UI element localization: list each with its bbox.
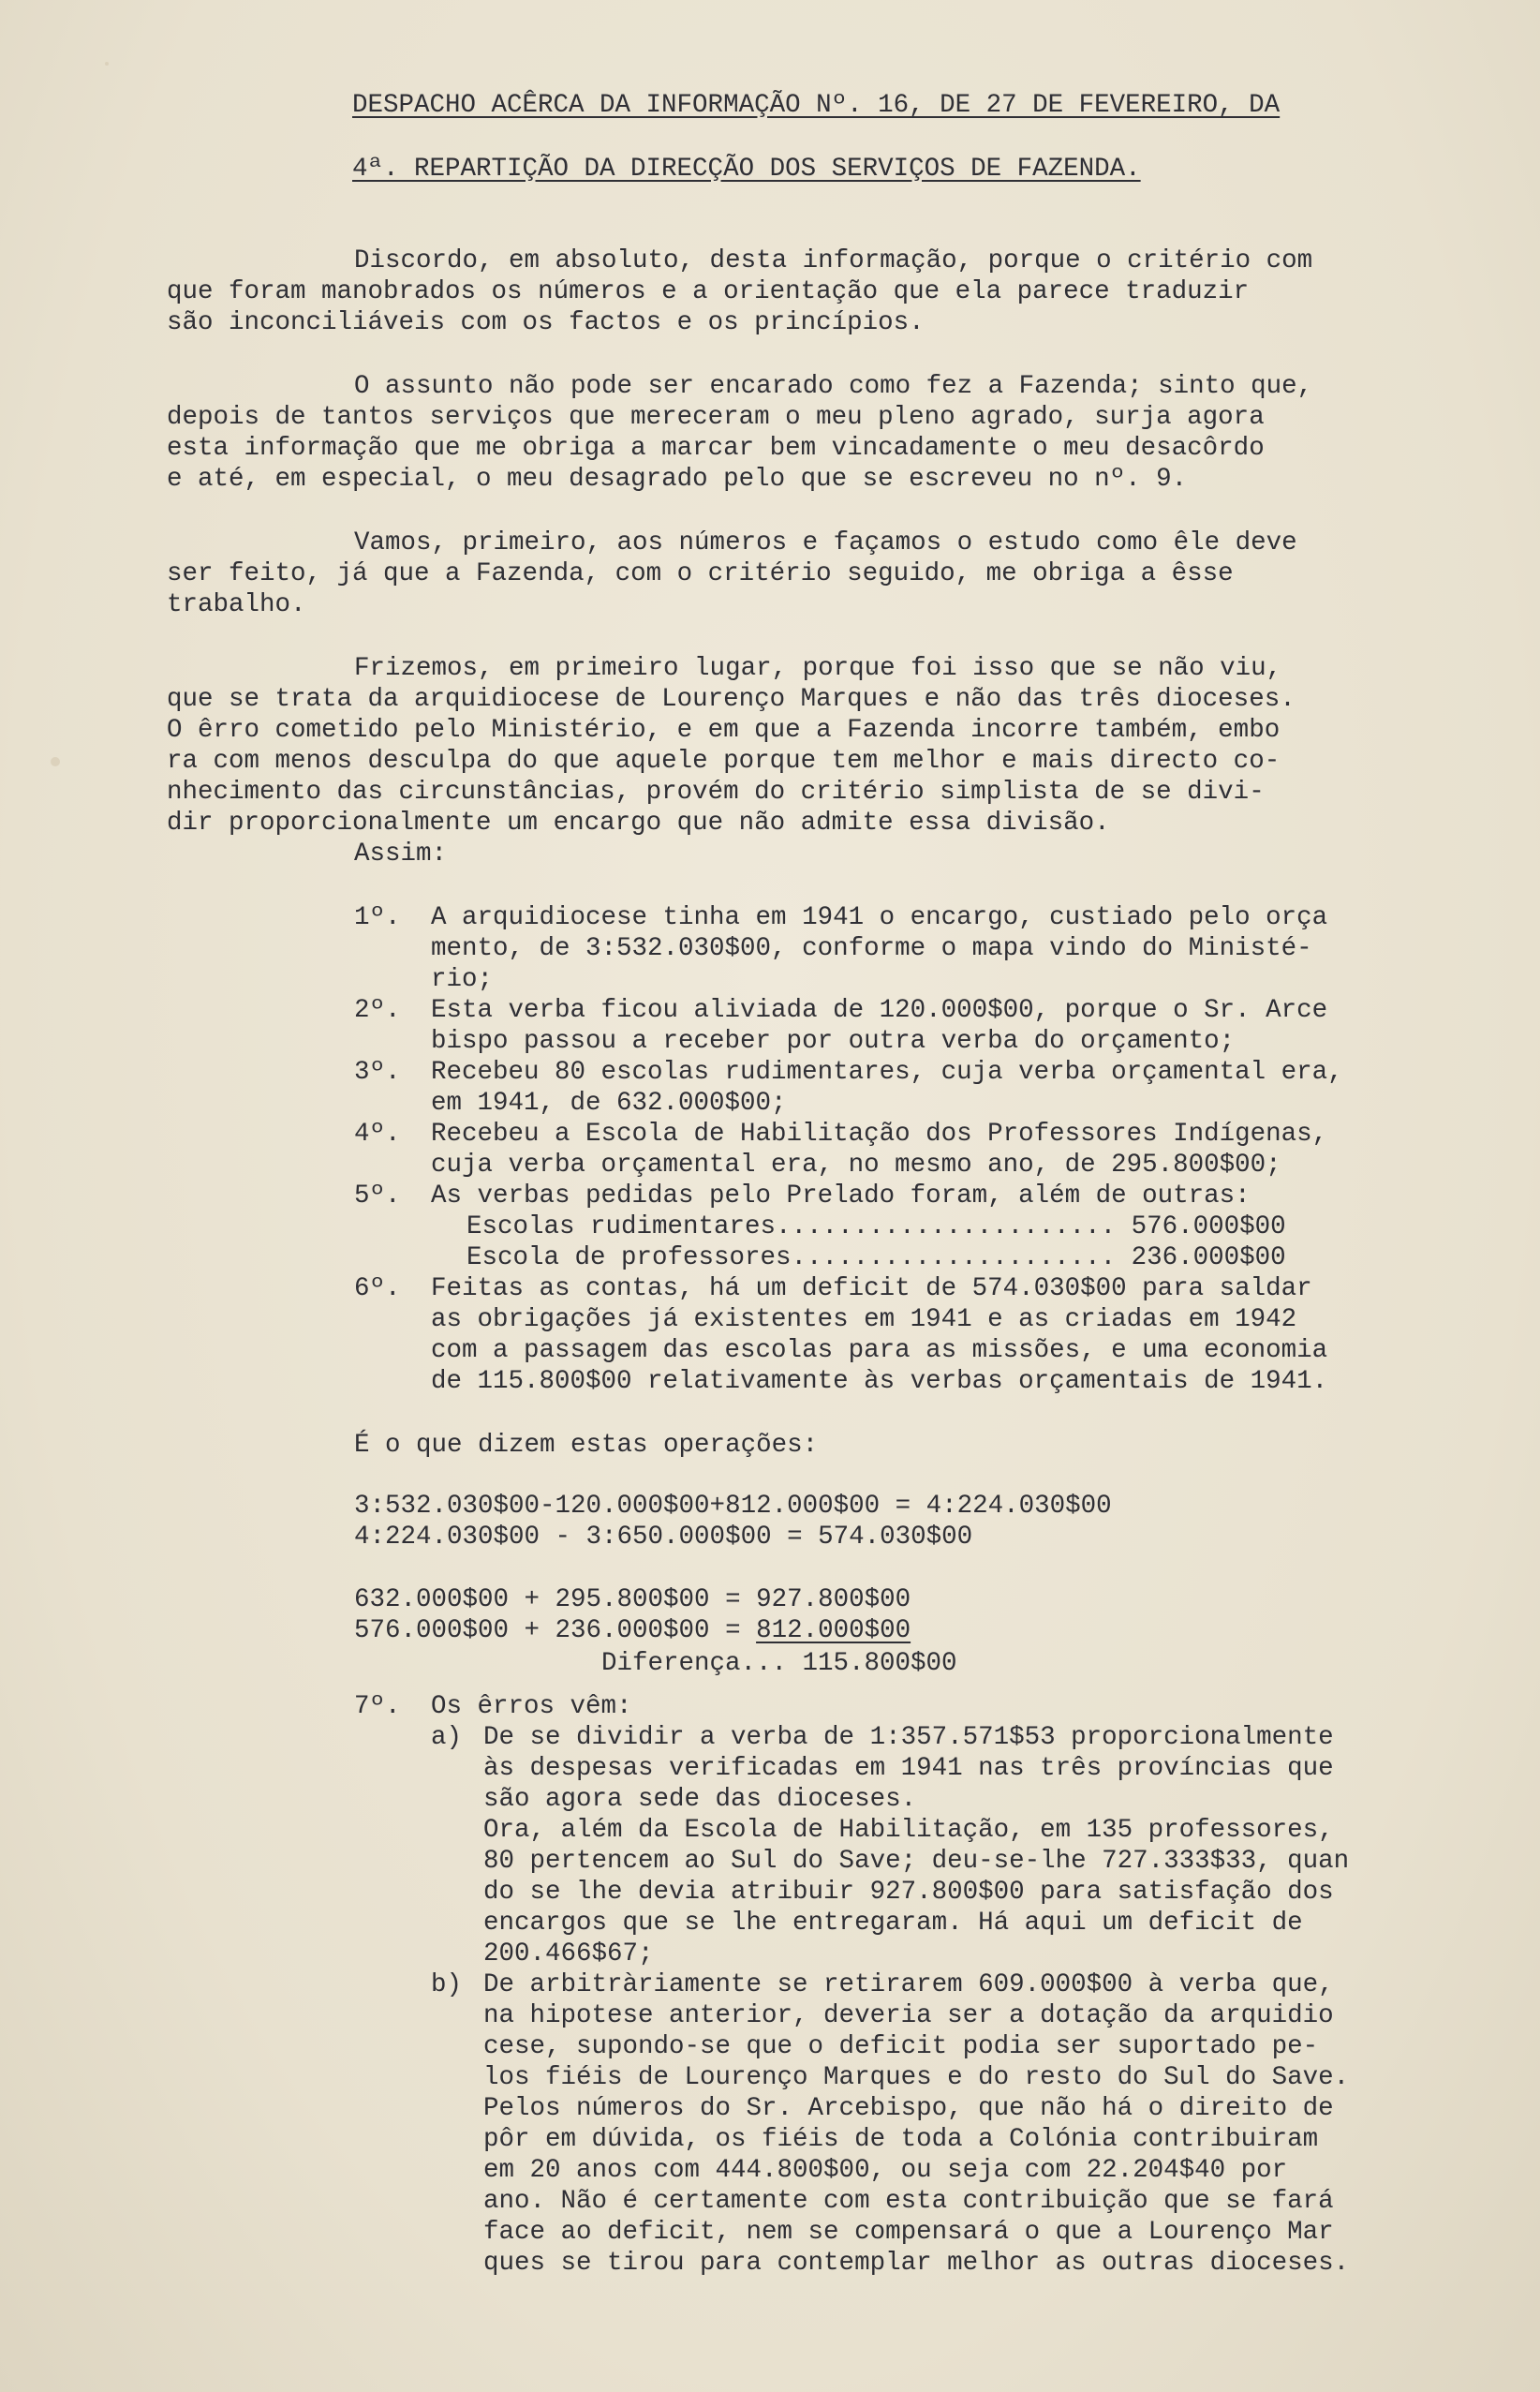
text-line: em 1941, de 632.000$00; [431, 1089, 787, 1118]
text-line: A arquidiocese tinha em 1941 o encargo, custiado pelo orça [431, 903, 1328, 932]
text-line: 80 pertencem ao Sul do Save; deu-se-lhe 727.333$33, quan [483, 1847, 1350, 1876]
text-line: De arbitràriamente se retirarem 609.000$00 à verba que, [483, 1970, 1334, 1999]
paragraph-3 [167, 527, 1516, 620]
text-line: cese, supondo-se que o deficit podia ser suportado pe- [483, 2032, 1319, 2061]
item-number: 7º. [354, 1692, 401, 1721]
text-line: ser feito, já que a Fazenda, com o critério seguido, me obriga a êsse [167, 559, 1234, 588]
text-line: do se lhe devia atribuir 927.800$00 para satisfação dos [483, 1878, 1334, 1907]
text-line: dir proporcionalmente um encargo que não admite essa divisão. [167, 809, 1110, 838]
text-line: ra com menos desculpa do que aquele porque tem melhor e mais directo co- [167, 747, 1281, 776]
text-line: Pelos números do Sr. Arcebispo, que não há o direito de [483, 2094, 1334, 2123]
list-item-4 [354, 1119, 1534, 1181]
list-item-6 [354, 1273, 1534, 1397]
text-line: pôr em dúvida, os fiéis de toda a Colónia contribuiram [483, 2125, 1319, 2154]
sum-line [354, 1615, 1525, 1646]
ledger-line: Escola de professores..................... 236.000$00 [466, 1243, 1286, 1272]
text-line: bispo passou a receber por outra verba do orçamento; [431, 1027, 1236, 1056]
sum-left: 576.000$00 + 236.000$00 = [354, 1616, 757, 1645]
text-line: com a passagem das escolas para as missões, e uma economia [431, 1336, 1328, 1365]
paragraph-1 [167, 245, 1516, 338]
text-line: as obrigações já existentes em 1941 e as criadas em 1942 [431, 1305, 1297, 1334]
text-line: Frizemos, em primeiro lugar, porque foi isso que se não viu, [354, 654, 1282, 683]
difference-line: Diferença... 115.800$00 [601, 1649, 957, 1678]
text-line: face ao deficit, nem se compensará o que a Lourenço Mar [483, 2218, 1334, 2247]
item-7-a [431, 1722, 1534, 1969]
operations-block [354, 1430, 1525, 1679]
paragraph-4 [167, 653, 1516, 869]
list-item-7 [354, 1691, 1534, 2279]
operations-heading: É o que dizem estas operações: [354, 1431, 819, 1460]
text-line: trabalho. [167, 590, 306, 619]
text-line: 200.466$67; [483, 1939, 654, 1969]
text-line: que se trata da arquidiocese de Lourenço Marques e não das três dioceses. [167, 685, 1296, 714]
item-number: 6º. [354, 1274, 401, 1303]
list-item-1 [354, 902, 1534, 995]
text-line: na hipotese anterior, deveria ser a dotação da arquidio [483, 2001, 1334, 2030]
subitem-label: b) [431, 1970, 463, 1999]
sum-right: 927.800$00 [756, 1585, 911, 1614]
subitem-label: a) [431, 1723, 463, 1752]
text-line: Os êrros vêm: [431, 1692, 632, 1721]
calc-line: 3:532.030$00-120.000$00+812.000$00 = 4:224.030$00 [354, 1492, 1112, 1521]
text-line: cuja verba orçamental era, no mesmo ano, de 295.800$00; [431, 1151, 1281, 1180]
text-line: O assunto não pode ser encarado como fez a Fazenda; sinto que, [354, 372, 1313, 401]
sum-left: 632.000$00 + 295.800$00 = [354, 1585, 757, 1614]
text-line: e até, em especial, o meu desagrado pelo que se escreveu no nº. 9. [167, 465, 1188, 494]
ledger-line: Escolas rudimentares...................... 576.000$00 [466, 1212, 1286, 1241]
text-line: Ora, além da Escola de Habilitação, em 135 professores, [483, 1816, 1334, 1845]
text-line: los fiéis de Lourenço Marques e do resto do Sul do Save. [483, 2063, 1350, 2092]
text-line: Recebeu 80 escolas rudimentares, cuja verba orçamental era, [431, 1058, 1343, 1087]
assim-label: Assim: [354, 839, 448, 869]
text-line: As verbas pedidas pelo Prelado foram, além de outras: [431, 1181, 1251, 1211]
paragraph-2 [167, 371, 1516, 495]
paper-stain [51, 757, 60, 766]
sum-right-underlined: 812.000$00 [756, 1616, 911, 1645]
text-line: ques se tirou para contemplar melhor as outras dioceses. [483, 2249, 1350, 2278]
text-line: encargos que se lhe entregaram. Há aqui um deficit de [483, 1909, 1303, 1938]
text-line: rio; [431, 965, 494, 994]
text-line: De se dividir a verba de 1:357.571$53 proporcionalmente [483, 1723, 1334, 1752]
text-line: que foram manobrados os números e a orientação que ela parece traduzir [167, 277, 1250, 306]
text-line: são inconciliáveis com os factos e os princípios. [167, 308, 925, 337]
text-line: esta informação que me obriga a marcar bem vincadamente o meu desacôrdo [167, 434, 1265, 463]
list-item-2 [354, 995, 1534, 1057]
text-line: em 20 anos com 444.800$00, ou seja com 22.204$40 por [483, 2156, 1288, 2185]
title-line-1: DESPACHO ACÊRCA DA INFORMAÇÃO Nº. 16, DE 27 DE FEVEREIRO, DA [352, 91, 1281, 120]
text-line: Discordo, em absoluto, desta informação, porque o critério com [354, 246, 1313, 275]
text-line: às despesas verificadas em 1941 nas três províncias que [483, 1754, 1334, 1783]
item-number: 5º. [354, 1181, 401, 1211]
text-line: Vamos, primeiro, aos números e façamos o estudo como êle deve [354, 528, 1297, 557]
text-line: Feitas as contas, há um deficit de 574.030$00 para saldar [431, 1274, 1312, 1303]
text-line: de 115.800$00 relativamente às verbas orçamentais de 1941. [431, 1367, 1328, 1396]
item-7-head [354, 1691, 1534, 1722]
list-item-3 [354, 1057, 1534, 1119]
sum-line [354, 1584, 1525, 1615]
text-line: Recebeu a Escola de Habilitação dos Professores Indígenas, [431, 1120, 1328, 1149]
text-line: ano. Não é certamente com esta contribuição que se fará [483, 2187, 1334, 2216]
numbered-list [354, 902, 1534, 1397]
title-line-2: 4ª. REPARTIÇÃO DA DIRECÇÃO DOS SERVIÇOS DE FAZENDA. [352, 155, 1141, 184]
text-line: Esta verba ficou aliviada de 120.000$00, porque o Sr. Arce [431, 996, 1328, 1025]
item-number: 2º. [354, 996, 401, 1025]
item-number: 4º. [354, 1120, 401, 1149]
item-number: 3º. [354, 1058, 401, 1087]
item-7-b [431, 1969, 1534, 2279]
paper-speck [105, 62, 109, 66]
text-line: O êrro cometido pelo Ministério, e em que a Fazenda incorre também, embo [167, 716, 1281, 745]
text-line: depois de tantos serviços que mereceram o meu pleno agrado, surja agora [167, 403, 1265, 432]
text-line: mento, de 3:532.030$00, conforme o mapa vindo do Ministé- [431, 934, 1312, 963]
text-line: nhecimento das circunstâncias, provém do critério simplista de se divi- [167, 778, 1265, 807]
text-line: são agora sede das dioceses. [483, 1785, 917, 1814]
calc-line: 4:224.030$00 - 3:650.000$00 = 574.030$00 [354, 1523, 973, 1552]
item-number: 1º. [354, 903, 401, 932]
list-item-5 [354, 1181, 1534, 1273]
